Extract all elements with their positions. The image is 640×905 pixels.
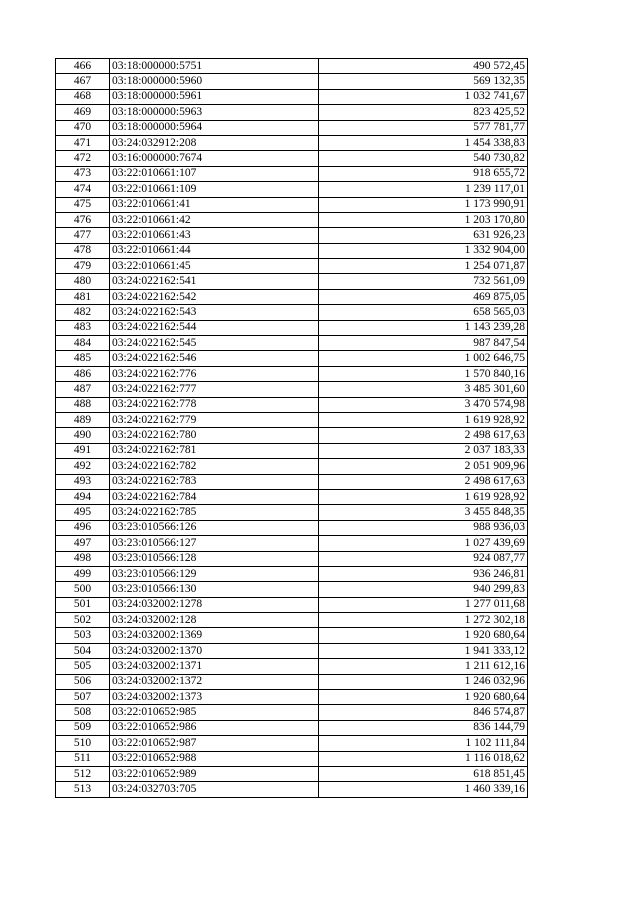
- cadastral-number-cell: 03:23:010566:130: [110, 582, 319, 597]
- cadastral-number-cell: 03:23:010566:128: [110, 551, 319, 566]
- value-cell: 823 425,52: [319, 105, 528, 120]
- value-cell: 1 116 018,62: [319, 751, 528, 766]
- table-row: [56, 320, 528, 335]
- table-row: [56, 459, 528, 474]
- table-row: [56, 628, 528, 643]
- cadastral-number-cell: 03:24:022162:777: [110, 382, 319, 397]
- value-cell: 918 655,72: [319, 166, 528, 181]
- cadastral-number-cell: 03:24:022162:781: [110, 443, 319, 458]
- table-row: [56, 674, 528, 689]
- value-cell: 1 619 928,92: [319, 412, 528, 427]
- value-cell: 1 102 111,84: [319, 736, 528, 751]
- value-cell: 1 027 439,69: [319, 536, 528, 551]
- cadastral-number-cell: 03:24:022162:541: [110, 274, 319, 289]
- row-number-cell: 473: [56, 166, 110, 181]
- cadastral-number-cell: 03:24:022162:776: [110, 366, 319, 381]
- table-row: [56, 289, 528, 304]
- value-cell: 3 455 848,35: [319, 505, 528, 520]
- value-cell: 1 173 990,91: [319, 197, 528, 212]
- value-cell: 1 920 680,64: [319, 690, 528, 705]
- table-row: [56, 305, 528, 320]
- value-cell: 1 239 117,01: [319, 182, 528, 197]
- table-row: [56, 736, 528, 751]
- cadastral-number-cell: 03:24:022162:782: [110, 459, 319, 474]
- cadastral-number-cell: 03:23:010566:127: [110, 536, 319, 551]
- row-number-cell: 498: [56, 551, 110, 566]
- cadastral-number-cell: 03:24:032002:128: [110, 613, 319, 628]
- cadastral-number-cell: 03:22:010652:989: [110, 766, 319, 781]
- table-row: [56, 243, 528, 258]
- row-number-cell: 495: [56, 505, 110, 520]
- value-cell: 658 565,03: [319, 305, 528, 320]
- value-cell: 1 211 612,16: [319, 659, 528, 674]
- cadastral-number-cell: 03:24:022162:542: [110, 289, 319, 304]
- table-row: [56, 74, 528, 89]
- cadastral-number-cell: 03:16:000000:7674: [110, 151, 319, 166]
- value-cell: 469 875,05: [319, 289, 528, 304]
- row-number-cell: 490: [56, 428, 110, 443]
- row-number-cell: 501: [56, 597, 110, 612]
- cadastral-number-cell: 03:18:000000:5960: [110, 74, 319, 89]
- value-cell: 3 470 574,98: [319, 397, 528, 412]
- cadastral-number-cell: 03:18:000000:5964: [110, 120, 319, 135]
- table-row: [56, 536, 528, 551]
- table-row: [56, 751, 528, 766]
- cadastral-number-cell: 03:24:022162:783: [110, 474, 319, 489]
- table-row: [56, 551, 528, 566]
- value-cell: 1 277 011,68: [319, 597, 528, 612]
- row-number-cell: 513: [56, 782, 110, 797]
- row-number-cell: 502: [56, 613, 110, 628]
- table-row: [56, 412, 528, 427]
- row-number-cell: 469: [56, 105, 110, 120]
- table-row: [56, 720, 528, 735]
- row-number-cell: 496: [56, 520, 110, 535]
- value-cell: 936 246,81: [319, 566, 528, 581]
- value-cell: 577 781,77: [319, 120, 528, 135]
- value-cell: 490 572,45: [319, 59, 528, 74]
- row-number-cell: 483: [56, 320, 110, 335]
- cadastral-number-cell: 03:22:010661:42: [110, 212, 319, 227]
- cadastral-number-cell: 03:22:010661:109: [110, 182, 319, 197]
- cadastral-number-cell: 03:24:022162:544: [110, 320, 319, 335]
- cadastral-number-cell: 03:24:022162:543: [110, 305, 319, 320]
- value-cell: 2 051 909,96: [319, 459, 528, 474]
- row-number-cell: 466: [56, 59, 110, 74]
- row-number-cell: 508: [56, 705, 110, 720]
- row-number-cell: 471: [56, 135, 110, 150]
- cadastral-number-cell: 03:22:010661:41: [110, 197, 319, 212]
- value-cell: 2 498 617,63: [319, 428, 528, 443]
- cadastral-number-cell: 03:24:032002:1278: [110, 597, 319, 612]
- row-number-cell: 511: [56, 751, 110, 766]
- table-row: [56, 382, 528, 397]
- row-number-cell: 487: [56, 382, 110, 397]
- cadastral-number-cell: 03:24:022162:545: [110, 336, 319, 351]
- row-number-cell: 488: [56, 397, 110, 412]
- value-cell: 2 498 617,63: [319, 474, 528, 489]
- value-cell: 1 032 741,67: [319, 89, 528, 104]
- cadastral-number-cell: 03:24:032002:1371: [110, 659, 319, 674]
- value-cell: 569 132,35: [319, 74, 528, 89]
- table-row: [56, 274, 528, 289]
- cadastral-number-cell: 03:24:032002:1372: [110, 674, 319, 689]
- value-cell: 924 087,77: [319, 551, 528, 566]
- table-row: [56, 212, 528, 227]
- value-cell: 1 460 339,16: [319, 782, 528, 797]
- cadastral-number-cell: 03:24:022162:778: [110, 397, 319, 412]
- row-number-cell: 489: [56, 412, 110, 427]
- value-cell: 1 246 032,96: [319, 674, 528, 689]
- row-number-cell: 506: [56, 674, 110, 689]
- value-cell: 1 143 239,28: [319, 320, 528, 335]
- row-number-cell: 470: [56, 120, 110, 135]
- row-number-cell: 504: [56, 643, 110, 658]
- table-row: [56, 89, 528, 104]
- row-number-cell: 478: [56, 243, 110, 258]
- value-cell: 631 926,23: [319, 228, 528, 243]
- cadastral-number-cell: 03:24:032912:208: [110, 135, 319, 150]
- value-cell: 1 254 071,87: [319, 259, 528, 274]
- table-row: [56, 613, 528, 628]
- table-row: [56, 428, 528, 443]
- table-row: [56, 397, 528, 412]
- value-cell: 1 332 904,00: [319, 243, 528, 258]
- value-cell: 1 941 333,12: [319, 643, 528, 658]
- value-cell: 988 936,03: [319, 520, 528, 535]
- value-cell: 987 847,54: [319, 336, 528, 351]
- table-row: [56, 182, 528, 197]
- row-number-cell: 480: [56, 274, 110, 289]
- row-number-cell: 500: [56, 582, 110, 597]
- row-number-cell: 467: [56, 74, 110, 89]
- table-row: [56, 151, 528, 166]
- table-row: [56, 643, 528, 658]
- cadastral-number-cell: 03:24:032703:705: [110, 782, 319, 797]
- cadastral-number-cell: 03:18:000000:5963: [110, 105, 319, 120]
- cadastral-number-cell: 03:24:022162:779: [110, 412, 319, 427]
- row-number-cell: 494: [56, 489, 110, 504]
- table-row: [56, 166, 528, 181]
- value-cell: 540 730,82: [319, 151, 528, 166]
- table-row: [56, 105, 528, 120]
- row-number-cell: 505: [56, 659, 110, 674]
- table-row: [56, 474, 528, 489]
- row-number-cell: 479: [56, 259, 110, 274]
- row-number-cell: 485: [56, 351, 110, 366]
- value-cell: 1 454 338,83: [319, 135, 528, 150]
- value-cell: 2 037 183,33: [319, 443, 528, 458]
- row-number-cell: 472: [56, 151, 110, 166]
- row-number-cell: 491: [56, 443, 110, 458]
- row-number-cell: 499: [56, 566, 110, 581]
- value-cell: 732 561,09: [319, 274, 528, 289]
- table-row: [56, 782, 528, 797]
- row-number-cell: 509: [56, 720, 110, 735]
- table-row: [56, 336, 528, 351]
- table-row: [56, 597, 528, 612]
- value-cell: 3 485 301,60: [319, 382, 528, 397]
- table-row: [56, 228, 528, 243]
- row-number-cell: 476: [56, 212, 110, 227]
- table-row: [56, 135, 528, 150]
- row-number-cell: 477: [56, 228, 110, 243]
- row-number-cell: 468: [56, 89, 110, 104]
- cadastral-value-table: [55, 58, 528, 798]
- table-row: [56, 582, 528, 597]
- table-body: [56, 59, 528, 798]
- cadastral-number-cell: 03:22:010652:985: [110, 705, 319, 720]
- table-row: [56, 197, 528, 212]
- row-number-cell: 486: [56, 366, 110, 381]
- cadastral-number-cell: 03:22:010652:987: [110, 736, 319, 751]
- row-number-cell: 475: [56, 197, 110, 212]
- value-cell: 940 299,83: [319, 582, 528, 597]
- table-row: [56, 659, 528, 674]
- cadastral-number-cell: 03:24:022162:780: [110, 428, 319, 443]
- table-row: [56, 520, 528, 535]
- cadastral-number-cell: 03:24:022162:785: [110, 505, 319, 520]
- value-cell: 1 619 928,92: [319, 489, 528, 504]
- value-cell: 846 574,87: [319, 705, 528, 720]
- cadastral-number-cell: 03:24:022162:546: [110, 351, 319, 366]
- table-row: [56, 705, 528, 720]
- value-cell: 618 851,45: [319, 766, 528, 781]
- row-number-cell: 510: [56, 736, 110, 751]
- value-cell: 1 920 680,64: [319, 628, 528, 643]
- value-cell: 1 272 302,18: [319, 613, 528, 628]
- value-cell: 1 203 170,80: [319, 212, 528, 227]
- table-row: [56, 59, 528, 74]
- cadastral-number-cell: 03:24:022162:784: [110, 489, 319, 504]
- cadastral-number-cell: 03:22:010661:43: [110, 228, 319, 243]
- row-number-cell: 482: [56, 305, 110, 320]
- cadastral-number-cell: 03:22:010652:986: [110, 720, 319, 735]
- row-number-cell: 512: [56, 766, 110, 781]
- table-row: [56, 443, 528, 458]
- table-row: [56, 566, 528, 581]
- cadastral-number-cell: 03:22:010661:44: [110, 243, 319, 258]
- cadastral-number-cell: 03:23:010566:129: [110, 566, 319, 581]
- table-row: [56, 766, 528, 781]
- table-row: [56, 690, 528, 705]
- cadastral-number-cell: 03:18:000000:5961: [110, 89, 319, 104]
- cadastral-number-cell: 03:22:010661:107: [110, 166, 319, 181]
- row-number-cell: 507: [56, 690, 110, 705]
- cadastral-number-cell: 03:24:032002:1369: [110, 628, 319, 643]
- value-cell: 836 144,79: [319, 720, 528, 735]
- table-row: [56, 351, 528, 366]
- cadastral-number-cell: 03:24:032002:1373: [110, 690, 319, 705]
- table-row: [56, 366, 528, 381]
- table-row: [56, 120, 528, 135]
- table-row: [56, 259, 528, 274]
- table-row: [56, 505, 528, 520]
- row-number-cell: 497: [56, 536, 110, 551]
- row-number-cell: 503: [56, 628, 110, 643]
- row-number-cell: 492: [56, 459, 110, 474]
- row-number-cell: 484: [56, 336, 110, 351]
- row-number-cell: 493: [56, 474, 110, 489]
- table-row: [56, 489, 528, 504]
- cadastral-number-cell: 03:24:032002:1370: [110, 643, 319, 658]
- value-cell: 1 570 840,16: [319, 366, 528, 381]
- cadastral-number-cell: 03:23:010566:126: [110, 520, 319, 535]
- cadastral-number-cell: 03:22:010652:988: [110, 751, 319, 766]
- cadastral-number-cell: 03:18:000000:5751: [110, 59, 319, 74]
- row-number-cell: 481: [56, 289, 110, 304]
- cadastral-number-cell: 03:22:010661:45: [110, 259, 319, 274]
- value-cell: 1 002 646,75: [319, 351, 528, 366]
- row-number-cell: 474: [56, 182, 110, 197]
